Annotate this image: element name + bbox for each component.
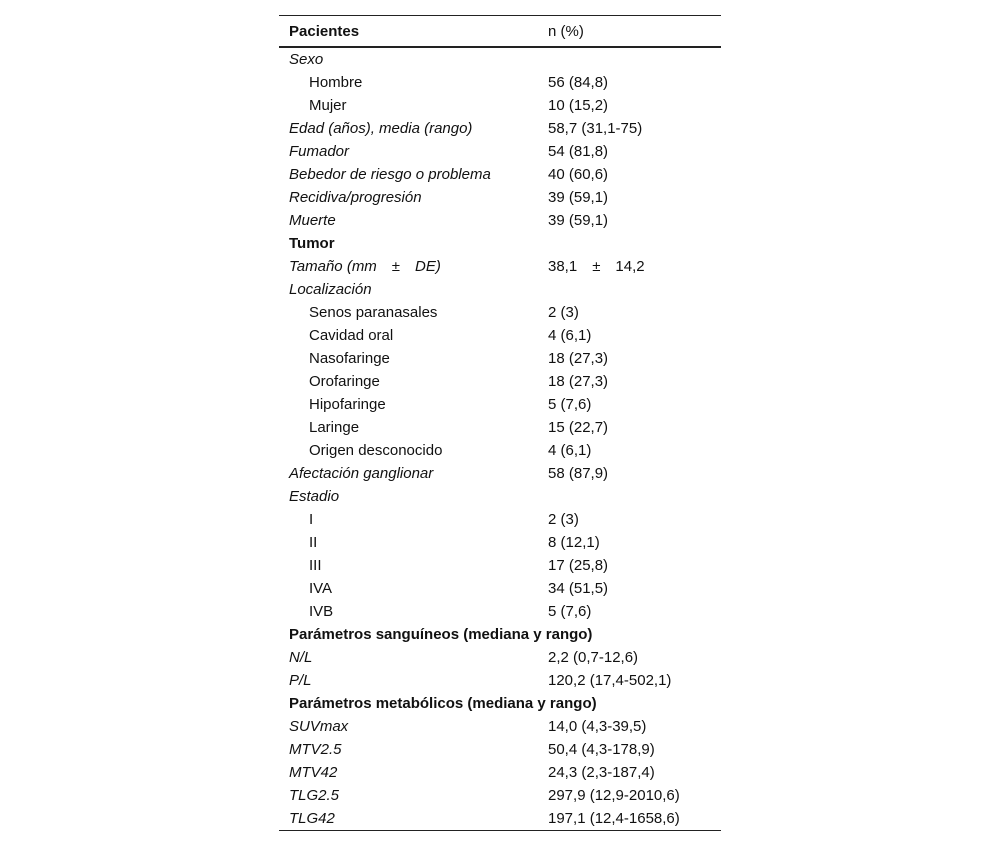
row-value: 39 (59,1) — [548, 189, 609, 206]
table-row — [279, 439, 721, 462]
row-value: 5 (7,6) — [548, 603, 592, 620]
table-row — [279, 577, 721, 600]
row-label: MTV2.5 — [289, 741, 342, 758]
table-row — [279, 784, 721, 807]
row-label: Localización — [289, 281, 372, 298]
row-label: III — [309, 557, 322, 574]
row-label: Parámetros sanguíneos (mediana y rango) — [289, 626, 593, 643]
table-body — [279, 47, 721, 831]
header-pacientes: Pacientes — [289, 22, 360, 40]
row-label: Laringe — [309, 419, 360, 436]
row-value: 8 (12,1) — [548, 534, 600, 551]
row-label: Muerte — [289, 212, 336, 229]
row-label: Afectación ganglionar — [289, 465, 434, 482]
row-label: Mujer — [309, 97, 347, 114]
table-row — [279, 623, 721, 646]
row-value: 197,1 (12,4-1658,6) — [548, 810, 680, 827]
row-value: 2 (3) — [548, 511, 579, 528]
row-value: 5 (7,6) — [548, 396, 592, 413]
row-value: 17 (25,8) — [548, 557, 609, 574]
table-row — [279, 370, 721, 393]
table-row — [279, 715, 721, 738]
row-value: 15 (22,7) — [548, 419, 609, 436]
table-row — [279, 416, 721, 439]
table-row — [279, 94, 721, 117]
row-label: Origen desconocido — [309, 442, 443, 459]
row-label: IVA — [309, 580, 333, 597]
row-value: 54 (81,8) — [548, 143, 609, 160]
header-n-percent: n (%) — [548, 22, 584, 40]
row-value: 50,4 (4,3-178,9) — [548, 741, 655, 758]
row-label: Senos paranasales — [309, 304, 438, 321]
row-label: MTV42 — [289, 764, 338, 781]
row-label: Orofaringe — [309, 373, 380, 390]
row-value: 40 (60,6) — [548, 166, 609, 183]
table-row — [279, 600, 721, 623]
row-label: Edad (años), media (rango) — [289, 120, 473, 137]
table-row — [279, 462, 721, 485]
table-row — [279, 301, 721, 324]
table-row — [279, 485, 721, 508]
row-label: P/L — [289, 672, 312, 689]
row-label: N/L — [289, 649, 313, 666]
row-label: Hipofaringe — [309, 396, 386, 413]
table-row — [279, 531, 721, 554]
row-value — [538, 278, 721, 301]
table-row — [279, 508, 721, 531]
table-row — [279, 232, 721, 255]
row-label: II — [309, 534, 318, 551]
table-row — [279, 71, 721, 94]
row-label: Fumador — [289, 143, 350, 160]
table-header — [279, 16, 721, 48]
row-label: IVB — [309, 603, 334, 620]
row-value: 10 (15,2) — [548, 97, 609, 114]
table-row — [279, 347, 721, 370]
row-value: 58,7 (31,1-75) — [548, 120, 643, 137]
row-value: 58 (87,9) — [548, 465, 609, 482]
row-label: Tumor — [289, 235, 335, 252]
table-row — [279, 186, 721, 209]
table-row — [279, 393, 721, 416]
row-label: Bebedor de riesgo o problema — [289, 166, 491, 183]
table-row — [279, 209, 721, 232]
table-row — [279, 807, 721, 831]
table-row — [279, 761, 721, 784]
table-row — [279, 255, 721, 278]
row-label: TLG42 — [289, 810, 335, 827]
row-label: TLG2.5 — [289, 787, 340, 804]
row-value: 18 (27,3) — [548, 350, 609, 367]
table-row — [279, 324, 721, 347]
row-value: 4 (6,1) — [548, 442, 592, 459]
table-row — [279, 140, 721, 163]
row-value — [538, 232, 721, 255]
row-value — [538, 485, 721, 508]
row-label: Recidiva/progresión — [289, 189, 422, 206]
row-value: 39 (59,1) — [548, 212, 609, 229]
row-value: 120,2 (17,4-502,1) — [548, 672, 672, 689]
row-value: 56 (84,8) — [548, 74, 609, 91]
header-row — [279, 16, 721, 48]
row-label: Parámetros metabólicos (mediana y rango) — [289, 695, 597, 712]
patient-characteristics-table-container — [279, 15, 721, 831]
row-label: Hombre — [309, 74, 363, 91]
table-row — [279, 47, 721, 71]
row-value: 14,0 (4,3-39,5) — [548, 718, 647, 735]
row-value: 34 (51,5) — [548, 580, 609, 597]
row-label: Cavidad oral — [309, 327, 394, 344]
table-row — [279, 692, 721, 715]
row-value: 297,9 (12,9-2010,6) — [548, 787, 680, 804]
row-value: 4 (6,1) — [548, 327, 592, 344]
patient-characteristics-table — [279, 15, 721, 831]
row-value — [538, 47, 721, 71]
table-row — [279, 554, 721, 577]
row-label: Nasofaringe — [309, 350, 390, 367]
row-value: 38,1 ± 14,2 — [548, 258, 645, 275]
table-row — [279, 163, 721, 186]
row-label: Tamaño (mm ± DE) — [289, 258, 441, 275]
row-value: 24,3 (2,3-187,4) — [548, 764, 655, 781]
table-row — [279, 669, 721, 692]
row-value: 2 (3) — [548, 304, 579, 321]
row-label: Estadio — [289, 488, 340, 505]
row-label: SUVmax — [289, 718, 349, 735]
table-row — [279, 278, 721, 301]
row-label: Sexo — [289, 51, 324, 68]
row-label: I — [309, 511, 314, 528]
row-value: 18 (27,3) — [548, 373, 609, 390]
table-row — [279, 117, 721, 140]
table-row — [279, 646, 721, 669]
table-row — [279, 738, 721, 761]
row-value: 2,2 (0,7-12,6) — [548, 649, 639, 666]
